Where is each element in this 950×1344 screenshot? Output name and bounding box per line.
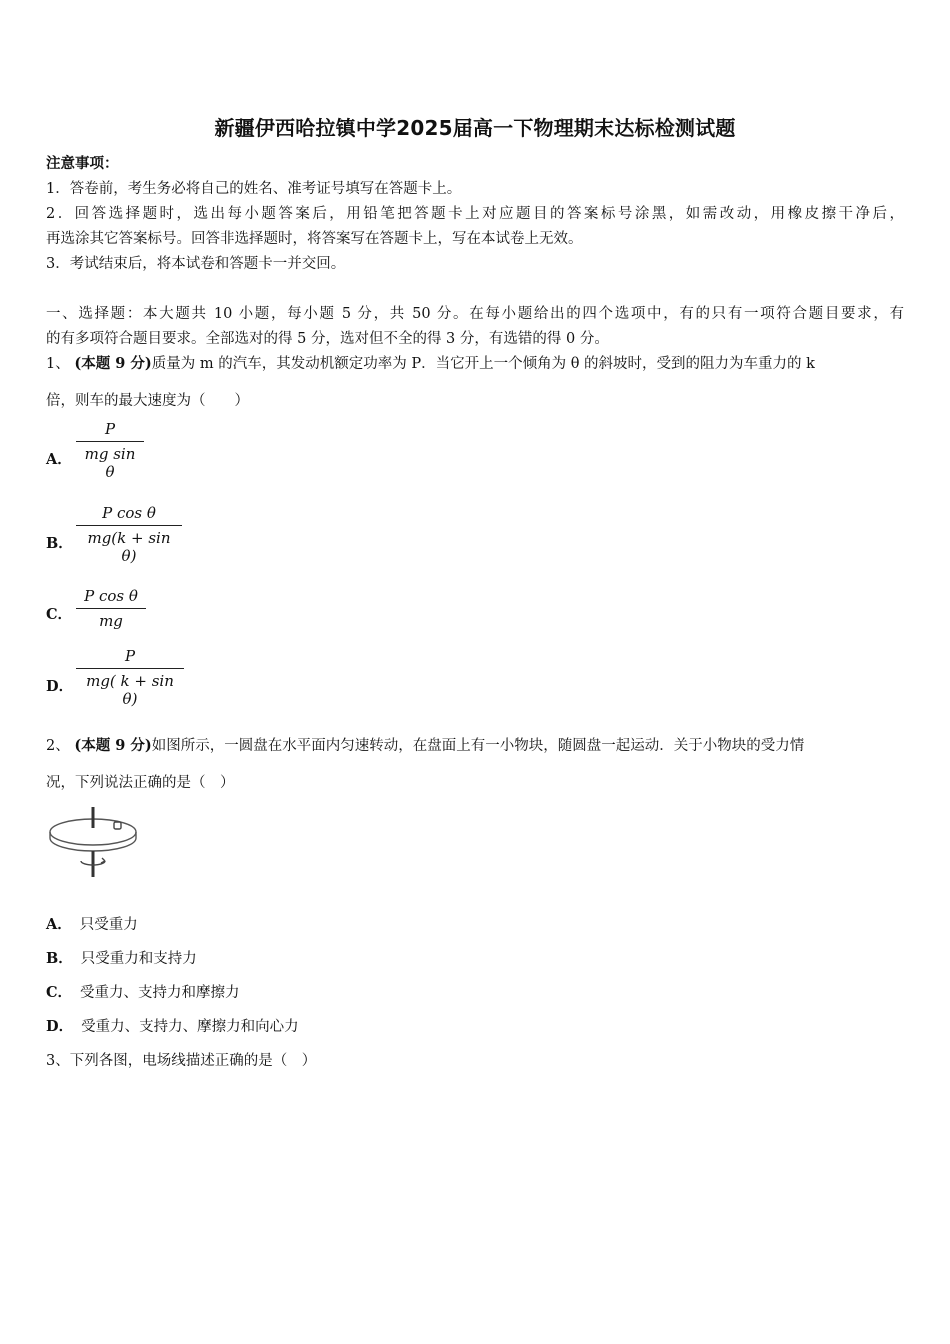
question-2-stem-line-1 [46, 734, 904, 755]
q1-option-b-numerator: P cos θ [102, 504, 156, 522]
q2-option-b[interactable] [46, 947, 197, 968]
q2-option-c[interactable] [46, 981, 240, 1002]
q1-option-b-denominator: mg(k + sin θ) [76, 525, 182, 565]
notes-item-3: 3．考试结束后，将本试卷和答题卡一并交回。 [46, 256, 346, 272]
q2-option-a-label: A． [46, 916, 72, 933]
q1-option-d-label[interactable]: D． [46, 678, 74, 695]
q1-option-d-numerator: P [124, 647, 136, 665]
q2-option-d[interactable] [46, 1015, 299, 1036]
question-1-text: 质量为 m 的汽车，其发动机额定功率为 P．当它开上一个倾角为 θ 的斜坡时，受到的阻力为车重力的 k [151, 356, 815, 372]
q2-option-c-label: C． [46, 984, 73, 1001]
notes-item-1: 1．答卷前，考生务必将自己的姓名、准考证号填写在答题卡上。 [46, 181, 462, 197]
question-3-stem: 3、下列各图，电场线描述正确的是（ ） [46, 1053, 317, 1069]
notes-item-2-line-1: 2．回答选择题时，选出每小题答案后，用铅笔把答题卡上对应题目的答案标号涂黑，如需改动，用橡皮擦干净后， [46, 206, 904, 222]
q2-option-d-text: 受重力、支持力、摩擦力和向心力 [81, 1019, 299, 1035]
question-2-points: (本题 9 分) [74, 737, 152, 754]
notes-item-2-line-2: 再选涂其它答案标号。回答非选择题时，将答案写在答题卡上，写在本试卷上无效。 [46, 231, 583, 247]
q2-option-b-label: B． [46, 950, 73, 967]
q1-option-a-denominator: mg sin θ [76, 441, 144, 481]
q1-option-a-label[interactable]: A． [46, 451, 72, 468]
section-intro-line-2: 的有多项符合题目要求。全部选对的得 5 分，选对但不全的得 3 分，有选错的得 0 分。 [46, 331, 609, 347]
question-2-text: 如图所示，一圆盘在水平面内匀速转动，在盘面上有一小物块，随圆盘一起运动．关于小物块的受力情 [151, 738, 805, 754]
question-1-stem-line-1 [46, 352, 815, 373]
question-2-stem-line-2: 况，下列说法正确的是（ ） [46, 775, 235, 791]
q2-option-a[interactable] [46, 913, 138, 934]
page-title: 新疆伊西哈拉镇中学2025届高一下物理期末达标检测试题 [214, 116, 736, 140]
q2-option-a-text: 只受重力 [79, 917, 138, 933]
q1-option-b-fraction[interactable] [76, 504, 182, 565]
q1-option-d-fraction[interactable] [76, 647, 184, 708]
q1-option-a-numerator: P [104, 420, 116, 438]
question-1-number: 1、 [46, 356, 70, 372]
q1-option-c-fraction[interactable] [76, 587, 146, 630]
q1-option-c-label[interactable]: C． [46, 606, 73, 623]
q1-option-d-denominator: mg( k + sin θ) [76, 668, 184, 708]
notes-heading: 注意事项： [46, 155, 119, 172]
question-2-number: 2、 [46, 738, 70, 754]
question-1-points: (本题 9 分) [74, 355, 152, 372]
q1-option-a-fraction[interactable] [76, 420, 144, 481]
rotating-disk-figure [48, 805, 142, 879]
q1-option-b-label[interactable]: B． [46, 535, 73, 552]
q1-option-c-numerator: P cos θ [84, 587, 138, 605]
small-block [114, 822, 121, 829]
section-intro-line-1: 一、选择题：本大题共 10 小题，每小题 5 分，共 50 分。在每小题给出的四个选项中，有的只有一项符合题目要求，有 [46, 306, 904, 322]
q2-option-d-label: D． [46, 1018, 74, 1035]
q2-option-c-text: 受重力、支持力和摩擦力 [80, 985, 240, 1001]
q2-option-b-text: 只受重力和支持力 [80, 951, 197, 967]
q1-option-c-denominator: mg [76, 608, 146, 630]
question-1-stem-line-2: 倍，则车的最大速度为（ ） [46, 393, 249, 409]
